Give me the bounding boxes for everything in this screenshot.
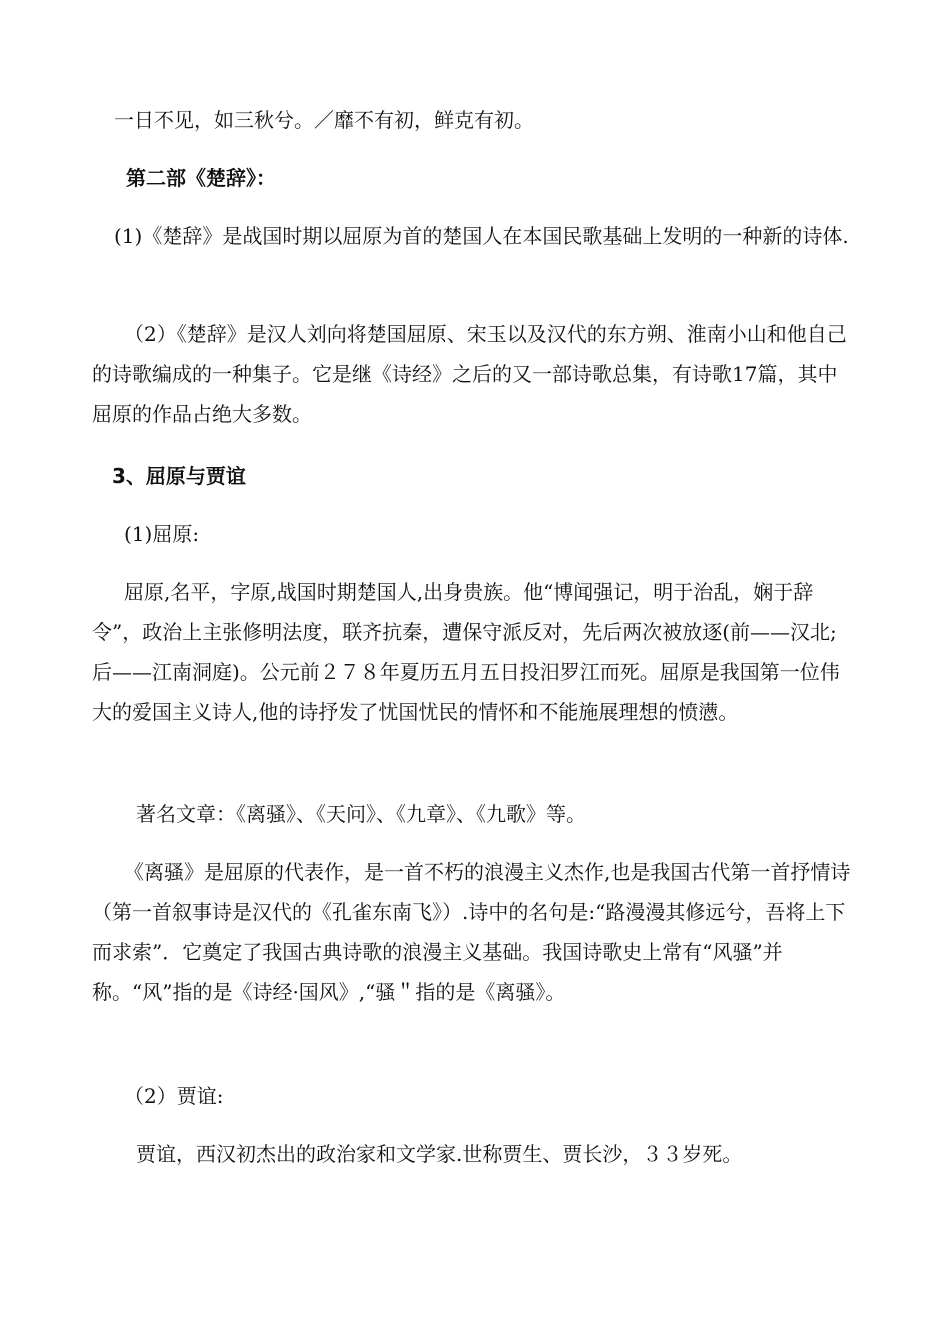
subheading-jiayi: （2）贾谊: xyxy=(124,1084,224,1108)
famous-works-line: 著名文章：《离骚》、《天问》、《九章》、《九歌》等。 xyxy=(136,802,586,826)
chuci-paragraph-2: （2）《楚辞》是汉人刘向将楚国屈原、宋玉以及汉代的东方朔、淮南小山和他自己的诗歌编成的一种集子。它是继《诗经》之后的又一部诗歌总集，有诗歌17篇，其中屈原的作品占绝大多数。 xyxy=(92,322,847,426)
jiayi-paragraph: 贾谊，西汉初杰出的政治家和文学家.世称贾生、贾长沙，３３岁死。 xyxy=(136,1142,743,1166)
quote-line: 一日不见，如三秋兮。／靡不有初，鲜克有初。 xyxy=(114,108,534,132)
subheading-quyuan: (1)屈原: xyxy=(124,522,200,546)
lisao-paragraph: 《离骚》是屈原的代表作，是一首不朽的浪漫主义杰作,也是我国古代第一首抒情诗（第一首叙事诗是汉代的《孔雀东南飞》）.诗中的名句是:“路漫漫其修远兮，吾将上下而求索”．它奠定了我国古典诗歌的浪漫主义基础。我国诗歌史上常有“风骚”并称。“风”指的是《诗经·国风》,“骚＂指的是《离骚》。 xyxy=(92,860,851,1004)
section-heading-3: 3、屈原与贾谊 xyxy=(112,464,246,488)
chuci-paragraph-1: (1)《楚辞》是战国时期以屈原为首的楚国人在本国民歌基础上发明的一种新的诗体. xyxy=(114,224,849,248)
quyuan-paragraph: 屈原,名平，字原,战国时期楚国人,出身贵族。他“博闻强记，明于治乱，娴于辞令”，政治上主张修明法度，联齐抗秦，遭保守派反对，先后两次被放逐(前——汉北;后——江南洞庭)。公元前２７８年夏历五月五日投汨罗江而死。屈原是我国第一位伟大的爱国主义诗人,他的诗抒发了忧国忧民的情怀和不能施展理想的愤懑。 xyxy=(92,580,840,724)
section-heading-chuci: 第二部《楚辞》： xyxy=(126,166,276,190)
